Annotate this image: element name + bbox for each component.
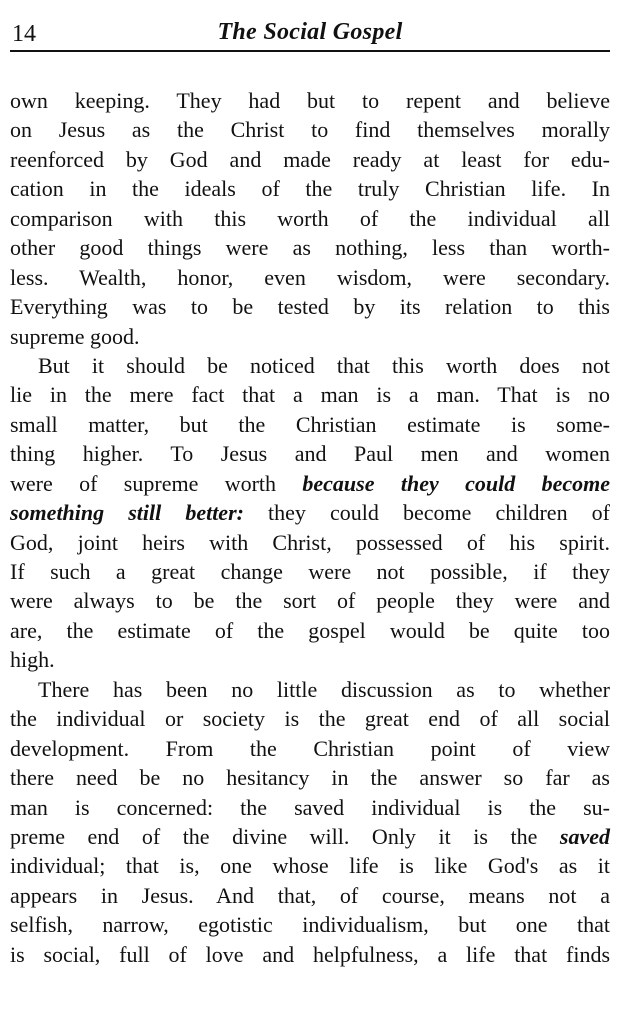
line-text: high. — [10, 647, 55, 673]
text-line — [10, 675, 610, 704]
book-page — [10, 18, 610, 969]
text-line — [10, 616, 610, 645]
text-line — [10, 586, 610, 615]
text-line — [10, 233, 610, 262]
line-text: If such a great change were not possible, if they — [10, 559, 610, 584]
text-line — [10, 704, 610, 733]
line-text: individual; that is, one whose life is like God's as it — [10, 853, 610, 879]
line-text: supreme good. — [10, 323, 140, 349]
line-text: is social, full of love and helpfulness, a life that finds — [10, 941, 610, 967]
line-text: reenforced by God and made ready at least for edu- — [10, 146, 610, 172]
body-text — [10, 86, 610, 969]
text-line — [10, 439, 610, 468]
line-text: are, the estimate of the gospel would be quite too — [10, 617, 610, 643]
line-text: Everything was to be tested by its relation to this — [10, 294, 610, 320]
line-text: thing higher. To Jesus and Paul men and women — [10, 441, 610, 467]
line-text: development. From the Christian point of view — [10, 735, 610, 761]
text-line — [10, 910, 610, 939]
text-line — [10, 763, 610, 792]
text-line — [10, 380, 610, 409]
text-line — [10, 410, 610, 439]
line-text: There has been no little discussion as to whether — [38, 676, 610, 702]
emphasis-text: because they could become — [302, 470, 610, 496]
text-line — [10, 351, 610, 380]
line-text: God, joint heirs with Christ, possessed of his spirit. — [10, 529, 610, 555]
line-text: the individual or society is the great end of all social — [10, 706, 610, 732]
line-text: were of supreme worth — [10, 470, 303, 496]
text-line — [10, 115, 610, 144]
text-line — [10, 557, 610, 586]
text-line — [10, 734, 610, 763]
line-text: selfish, narrow, egotistic individualism, but one that — [10, 912, 610, 938]
line-text: comparison with this worth of the individual all — [10, 205, 610, 231]
line-text: lie in the mere fact that a man is a man. That is no — [10, 382, 610, 408]
running-title: The Social Gospel — [217, 19, 403, 45]
text-line — [10, 174, 610, 203]
page-header — [10, 18, 610, 52]
emphasis-text: something still better: — [10, 500, 244, 526]
text-line — [10, 793, 610, 822]
page-number: 14 — [12, 21, 36, 47]
text-line — [10, 528, 610, 557]
text-line — [10, 145, 610, 174]
line-text: cation in the ideals of the truly Christian life. In — [10, 176, 610, 202]
text-line — [10, 292, 610, 321]
emphasis-text: saved — [559, 823, 610, 849]
line-text: man is concerned: the saved individual is the su- — [10, 794, 610, 820]
line-text: other good things were as nothing, less than worth- — [10, 235, 610, 261]
line-text: small matter, but the Christian estimate is some- — [10, 411, 610, 437]
line-text: appears in Jesus. And that, of course, means not a — [10, 882, 610, 908]
text-line — [10, 263, 610, 292]
text-line — [10, 204, 610, 233]
line-text: preme end of the divine will. Only it is the — [10, 823, 560, 849]
text-line — [10, 851, 610, 880]
line-text: own keeping. They had but to repent and believe — [10, 88, 610, 113]
text-line — [10, 469, 610, 498]
text-line — [10, 822, 610, 851]
text-line — [10, 645, 610, 674]
line-text: there need be no hesitancy in the answer so far as — [10, 765, 610, 791]
text-line — [10, 498, 610, 527]
line-text: on Jesus as the Christ to find themselves morally — [10, 117, 610, 143]
text-line — [10, 86, 610, 115]
line-text: they could become children of — [243, 500, 610, 526]
line-text: less. Wealth, honor, even wisdom, were secondary. — [10, 264, 610, 290]
line-text: were always to be the sort of people they were and — [10, 588, 610, 614]
text-line — [10, 322, 610, 351]
line-text: But it should be noticed that this worth does not — [38, 352, 610, 378]
text-line — [10, 940, 610, 969]
text-line — [10, 881, 610, 910]
